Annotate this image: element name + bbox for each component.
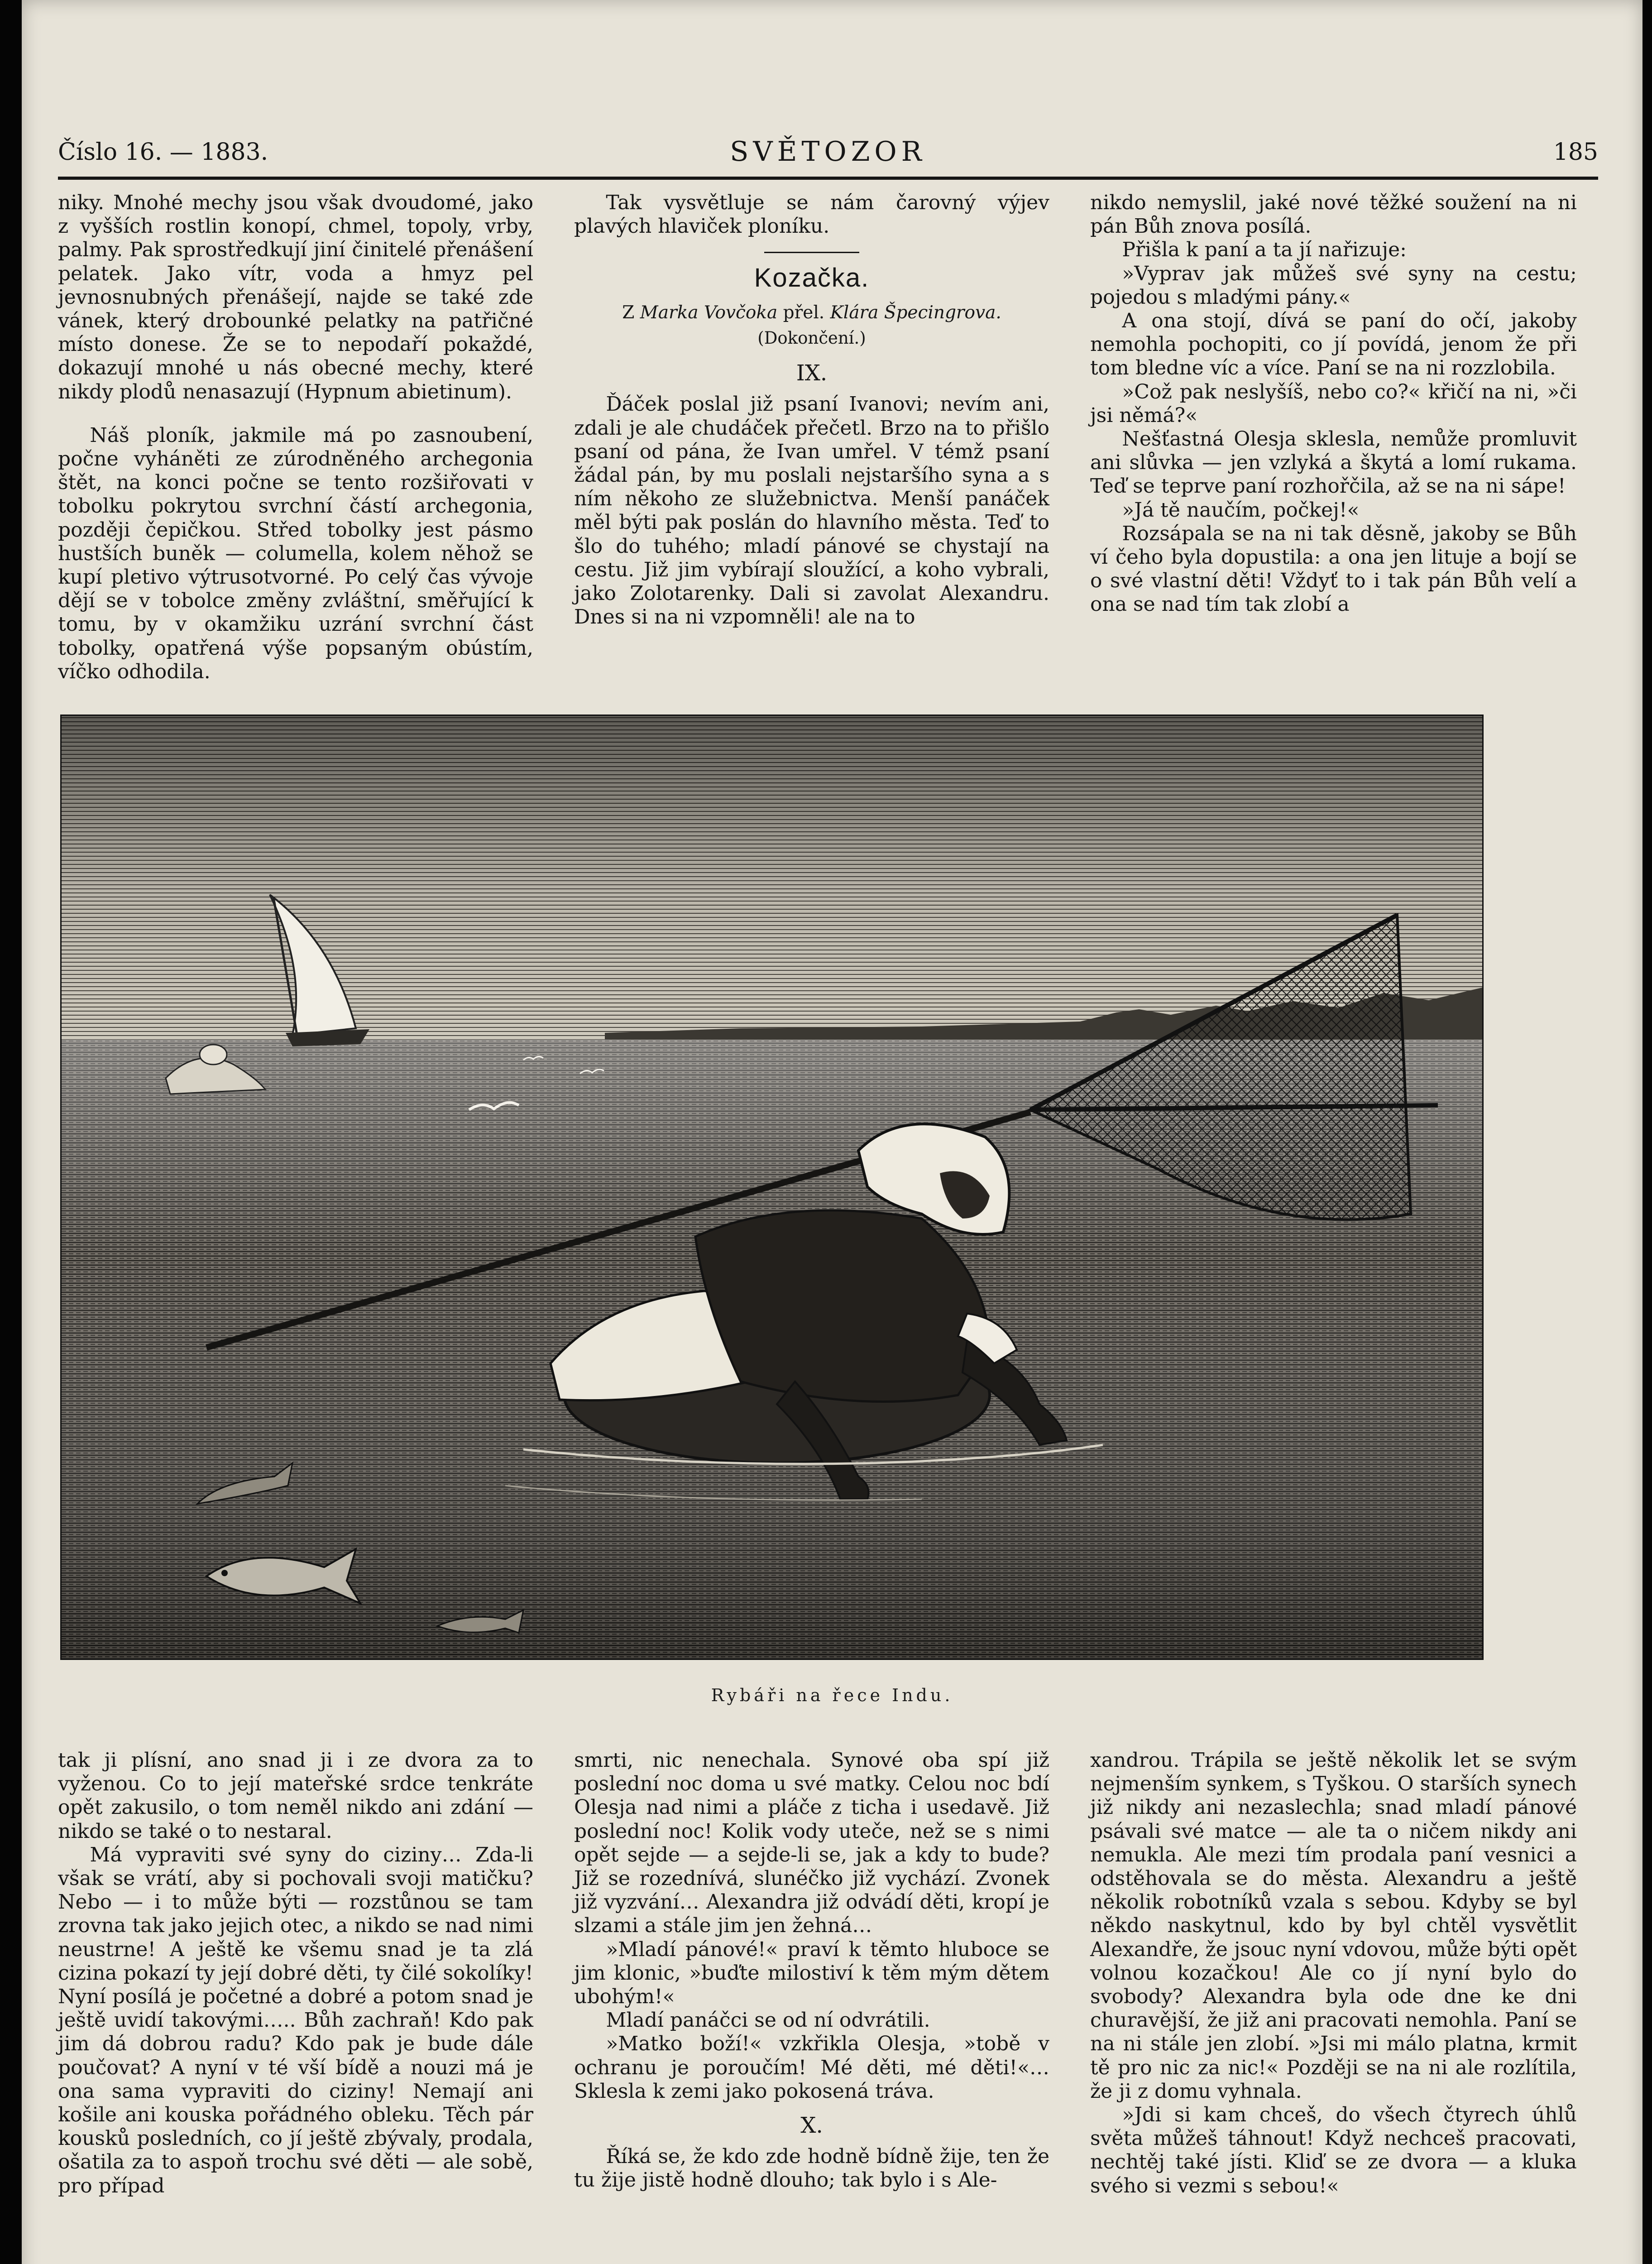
paragraph: Má vypraviti své syny do ciziny… Zda-li však se vrátí, aby si pochovali svoji matičku? Nebo — i to může býti — rozstůnou se tam zrovna tak jako jejich otec, a nikdo se nad nimi neustrne! A ještě ke všemu snad je ta zlá cizina pokazí ty její dobré děti, ty čilé sokolíky! Nyní posílá je početné a dobré a potom snad je ještě uvidí takovými….. Bůh zachraň! Kdo pak jim dá dobrou radu? Kdo pak je bude dále poučovat? A nyní v té vší bídě a nouzi má je ona sama vypraviti do ciziny! Nemají ani košile ani kouska pořádného obleku. Těch pár kousků posledních, co jí ještě zbývaly, prodala, ošatila za to aspoň trochu své děti — ale sobě, pro případ xyxy=(58,1843,533,2197)
continuation-note: (Dokončení.) xyxy=(757,328,866,348)
paragraph: »Vyprav jak můžeš své syny na cestu; pojedou s mladými pány.« xyxy=(1090,262,1577,309)
column-top-middle xyxy=(574,191,1049,629)
issue-number: Číslo 16. — 1883. xyxy=(58,139,268,166)
column-bottom-right xyxy=(1090,1749,1577,2198)
section-divider xyxy=(764,252,859,253)
engraving-illustration xyxy=(60,715,1484,1660)
column-top-left xyxy=(58,191,533,684)
paragraph: A ona stojí, dívá se paní do očí, jakoby nemohla pochopiti, co jí povídá, jenom že při tom bledne víc a více. Paní se na ni rozzlobila. xyxy=(1090,309,1577,380)
paragraph: Říká se, že kdo zde hodně bídně žije, ten že tu žije jistě hodně dlouho; tak bylo i s Ale- xyxy=(574,2145,1049,2192)
translator: Klára Špecingrova. xyxy=(830,302,1001,323)
chapter-heading: IX. xyxy=(796,360,828,386)
story-byline: Z Marka Vovčoka přel. Klára Špecingrova. xyxy=(622,302,1001,323)
paragraph: smrti, nic nenechala. Synové oba spí již poslední noc doma u své matky. Celou noc bdí Olesja nad nimi a pláče z ticha i usedavě. Již poslední noc! Kolik vody uteče, než se s nimi opět sejde — a sejde-li se, jak a kdy to bude? Již se rozednívá, slunéčko již vychází. Zvonek již vyzvání… Alexandra již odvádí děti, kropí je slzami a stále jim jen žehná… xyxy=(574,1749,1049,1938)
column-top-right xyxy=(1090,191,1577,617)
story-title: Kozačka. xyxy=(754,263,870,293)
illustration-caption: Rybáři na řece Indu. xyxy=(711,1685,953,1705)
author: Marka Vovčoka xyxy=(640,302,778,323)
header-rule xyxy=(58,177,1598,180)
newspaper-page xyxy=(22,0,1642,2264)
paragraph: »Což pak neslyšíš, nebo co?« křičí na ni, »či jsi němá?« xyxy=(1090,380,1577,427)
paragraph: Nešťastná Olesja sklesla, nemůže promluvit ani slůvka — jen vzlyká a škytá a lomí rukama. Teď se teprve paní rozhořčila, až se na ni sápe! xyxy=(1090,427,1577,498)
paragraph: xandrou. Trápila se ještě několik let se svým nejmenším synkem, s Tyškou. O starších synech již nikdy ani nezaslechla; snad mladí pánové psávali své matce — ale ta o ničem nikdy ani nemukla. Ale mezi tím prodala paní vesnici a odstěhovala se do města. Alexandru a ještě několik robotníků vzala s sebou. Kdyby se byl někdo naskytnul, kdo by byl chtěl vysvětlit Alexandře, že jsouc nyní vdovou, může býti opět volnou kozačkou! Ale co jí nyní bylo do svobody? Alexandra byla ode dne ke dni churavější, že již ani pracovati nemohla. Paní se na ni stále jen zlobí. »Jsi mi málo platna, krmit tě pro nic za nic!« Později se na ni ale rozlítila, že ji z domu vyhnala. xyxy=(1090,1749,1577,2103)
column-bottom-middle xyxy=(574,1749,1049,2192)
paragraph: »Jdi si kam chceš, do všech čtyrech úhlů světa můžeš táhnout! Když nechceš pracovati, nechtěj také jísti. Kliď se ze dvora — a kluka svého si vezmi s sebou!« xyxy=(1090,2103,1577,2197)
paragraph: tak ji plísní, ano snad ji i ze dvora za to vyženou. Co to její mateřské srdce tenkráte opět zakusilo, o tom neměl nikdo ani zdání — nikdo se také o to nestaral. xyxy=(58,1749,533,1843)
paragraph: »Já tě naučím, počkej!« xyxy=(1122,498,1360,522)
paragraph: niky. Mnohé mechy jsou však dvoudomé, jako z vyšších rostlin konopí, chmel, topoly, vrby, palmy. Pak sprostředkují jiní činitelé přenášení pelatek. Jako vítr, voda a hmyz pel jevnosnubných přenášejí, najde se také zde vánek, který drobounké pelatky na patřičné místo donese. Že se to nepodaří pokaždé, dokazují mnohé u nás obecné mechy, které nikdy plodů nenasazují (Hypnum abietinum). xyxy=(58,191,533,403)
page-number: 185 xyxy=(1553,139,1598,166)
paragraph: Přišla k paní a ta jí nařizuje: xyxy=(1122,238,1407,262)
paragraph: Náš ploník, jakmile má po zasnoubení, počne vyháněti ze zúrodněného archegonia štět, na konci počne se tento rozšiřovati v tobolku pokrytou svrchní částí archegonia, později čepičkou. Střed tobolky jest pásmo hustších buněk — columella, kolem něhož se kupí pletivo výtrusotvorné. Po celý čas vývoje dějí se v tobolce změny zvláštní, směřující k tomu, by v okamžiku uzrání svrchní část tobolky, opatřená výše popsaným obústím, víčko odhodila. xyxy=(58,423,533,683)
chapter-heading: X. xyxy=(800,2113,823,2139)
journal-title: SVĚTOZOR xyxy=(730,136,926,168)
paragraph: »Matko boží!« vzkřikla Olesja, »tobě v ochranu je poroučím! Mé děti, mé děti!«… Sklesla k zemi jako pokosená tráva. xyxy=(574,2032,1049,2103)
paragraph: nikdo nemyslil, jaké nové těžké soužení na ni pán Bůh znova posílá. xyxy=(1090,191,1577,238)
paragraph: Tak vysvětluje se nám čarovný výjev plavých hlaviček ploníku. xyxy=(574,191,1049,238)
page-header xyxy=(58,136,1598,172)
paragraph: Ďáček poslal již psaní Ivanovi; nevím ani, zdali je ale chudáček přečetl. Brzo na to přišlo psaní od pána, že Ivan umřel. V témž psaní žádal pán, by mu poslali nejstaršího syna a s ním někoho ze služebnictva. Menší panáček měl býti pak poslán do hlavního města. Teď to šlo do tuhého; mladí pánové se chystají na cestu. Již jim vybírají sloužící, a koho vybrali, jako Zolotarenky. Dali si zavolat Alexandru. Dnes si na ni vzpomněli! ale na to xyxy=(574,393,1049,629)
column-bottom-left xyxy=(58,1749,533,2198)
paragraph: Rozsápala se na ni tak děsně, jakoby se Bůh ví čeho byla dopustila: a ona jen lituje a bojí se o své vlastní děti! Vždyť to i tak pán Bůh velí a ona se nad tím tak zlobí a xyxy=(1090,522,1577,616)
paragraph: Mladí panáčci se od ní odvrátili. xyxy=(606,2009,930,2032)
paragraph: »Mladí pánové!« praví k těmto hluboce se jim klonic, »buďte milostiví k těm mým dětem ubohým!« xyxy=(574,1938,1049,2009)
